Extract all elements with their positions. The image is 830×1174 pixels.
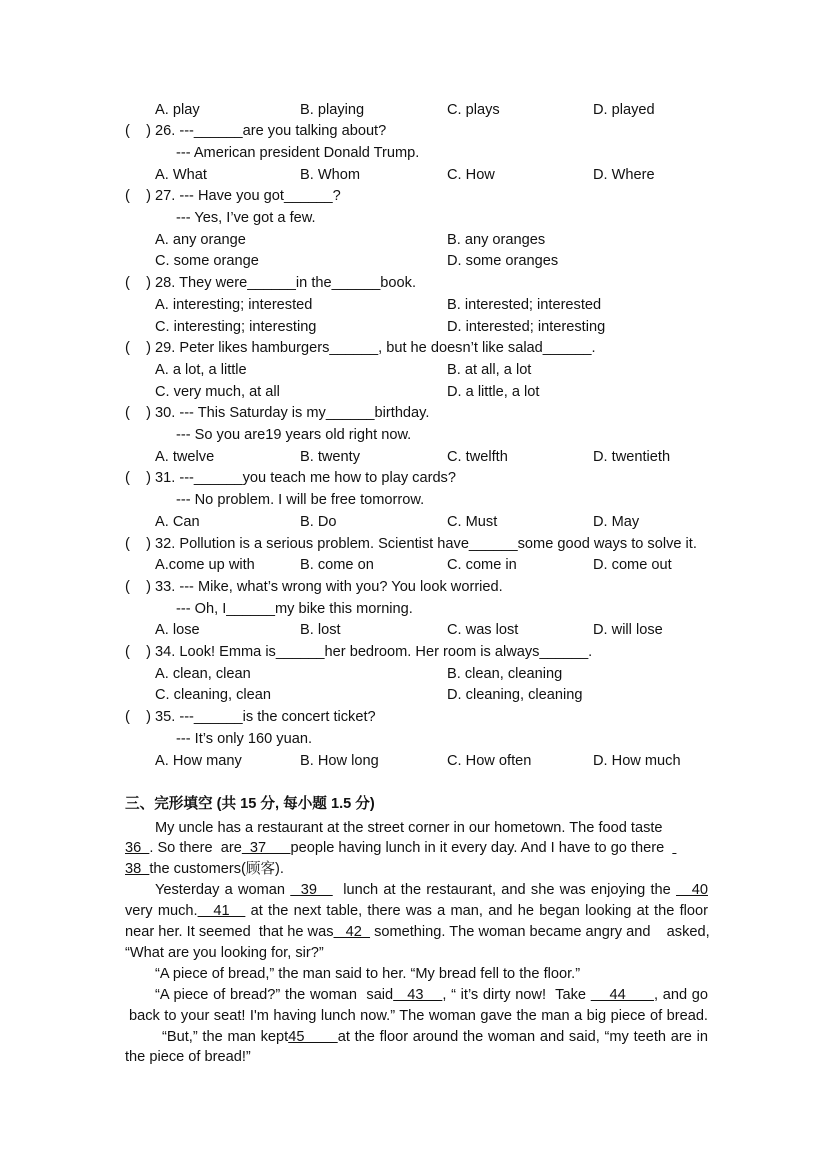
question-text: 29. Peter likes hamburgers______, but he doesn’t like salad______. xyxy=(155,340,596,357)
passage-text: My uncle has a restaurant at the street corner in our hometown. The food taste xyxy=(155,819,663,836)
option: A. lose xyxy=(155,622,200,639)
options-row xyxy=(0,555,830,576)
blank-37: 37 xyxy=(241,840,291,857)
option: C. plays xyxy=(447,101,500,118)
question-stem xyxy=(0,642,830,663)
passage-line xyxy=(125,922,708,943)
passage-line xyxy=(162,1027,708,1048)
answer-bracket: ( ) xyxy=(125,275,151,292)
option: B. come on xyxy=(300,557,374,574)
question-dialogue xyxy=(0,208,830,229)
option: B. lost xyxy=(300,622,341,639)
option: C. interesting; interesting xyxy=(155,318,317,335)
options-row xyxy=(0,382,830,403)
question-text: 33. --- Mike, what’s wrong with you? You look worried. xyxy=(155,578,503,595)
blank- xyxy=(672,840,676,856)
passage-line xyxy=(125,943,708,964)
options-row xyxy=(0,512,830,533)
answer-bracket: ( ) xyxy=(125,535,151,552)
question-text: 27. --- Have you got______? xyxy=(155,188,341,205)
option: D. twentieth xyxy=(593,448,671,465)
question-stem xyxy=(0,403,830,424)
options-row xyxy=(0,447,830,468)
option: A. What xyxy=(155,166,207,183)
blank-43: 43 xyxy=(393,986,443,1003)
dialogue-reply: --- No problem. I will be free tomorrow. xyxy=(176,492,425,509)
question-text: 35. ---______is the concert ticket? xyxy=(155,709,376,726)
blank-39: 39 xyxy=(290,882,333,899)
option: C. come in xyxy=(447,557,517,574)
passage-line xyxy=(125,859,708,880)
options-row xyxy=(0,317,830,338)
passage-text: , and go xyxy=(653,986,709,1003)
dialogue-reply: --- American president Donald Trump. xyxy=(176,144,420,161)
option: D. interested; interesting xyxy=(447,318,606,335)
question-stem xyxy=(0,338,830,359)
option: C. was lost xyxy=(447,622,519,639)
option: A. interesting; interested xyxy=(155,296,313,313)
answer-bracket: ( ) xyxy=(125,405,151,422)
options-row xyxy=(0,685,830,706)
passage-text: , “ it’s dirty now! Take xyxy=(442,986,591,1003)
answer-bracket: ( ) xyxy=(125,578,151,595)
question-stem xyxy=(0,186,830,207)
passage-text: people having lunch in it every day. And I have to go there xyxy=(290,840,673,857)
option: D. played xyxy=(593,101,655,118)
option: D. come out xyxy=(593,557,672,574)
option: B. twenty xyxy=(300,448,361,465)
question-dialogue xyxy=(0,143,830,164)
passage-text: near her. It seemed that he was xyxy=(125,924,334,940)
option: C. some orange xyxy=(155,253,259,270)
option: D. How much xyxy=(593,752,681,769)
option: A.come up with xyxy=(155,557,255,574)
question-stem xyxy=(0,707,830,728)
option: A. play xyxy=(155,101,200,118)
question-text: 26. ---______are you talking about? xyxy=(155,123,387,140)
option: B. How long xyxy=(300,752,379,769)
option: A. How many xyxy=(155,752,242,769)
passage-text: the customers(顾客). xyxy=(149,861,284,878)
question-dialogue xyxy=(0,729,830,750)
passage-text: at the next table, there was a man, and he began looking at the floor xyxy=(245,903,708,920)
options-row xyxy=(0,100,830,121)
option: B. Whom xyxy=(300,166,361,183)
option: C. How often xyxy=(447,752,532,769)
question-text: 30. --- This Saturday is my______birthday. xyxy=(155,405,430,422)
options-row xyxy=(0,360,830,381)
answer-bracket: ( ) xyxy=(125,709,151,726)
dialogue-reply: --- So you are19 years old right now. xyxy=(176,427,412,443)
blank-38: 38 xyxy=(125,861,150,878)
option: D. some oranges xyxy=(447,253,559,270)
option: A. twelve xyxy=(155,448,215,465)
question-dialogue xyxy=(0,599,830,620)
dialogue-reply: --- It’s only 160 yuan. xyxy=(176,730,313,747)
answer-bracket: ( ) xyxy=(125,123,151,140)
option: D. cleaning, cleaning xyxy=(447,687,583,704)
blank-42: 42 xyxy=(333,924,371,940)
option: D. will lose xyxy=(593,622,663,639)
passage-text: “A piece of bread,” the man said to her. “My bread fell to the floor.” xyxy=(155,965,581,982)
passage-text: “A piece of bread?” the woman said xyxy=(155,986,394,1003)
question-stem xyxy=(0,121,830,142)
blank-40: 40 xyxy=(676,882,708,899)
question-text: 28. They were______in the______book. xyxy=(155,275,417,292)
question-text: 32. Pollution is a serious problem. Scientist have______some good ways to solve it. xyxy=(155,535,697,552)
section-title: 三、完形填空 (共 15 分, 每小题 1.5 分) xyxy=(125,795,375,812)
options-row xyxy=(0,620,830,641)
question-dialogue xyxy=(0,425,830,446)
dialogue-reply: --- Yes, I’ve got a few. xyxy=(176,210,316,226)
options-row xyxy=(0,251,830,272)
answer-bracket: ( ) xyxy=(125,340,151,357)
blank-41: 41 xyxy=(197,903,246,920)
passage-line xyxy=(125,901,708,922)
options-row xyxy=(0,751,830,772)
passage-line xyxy=(129,1006,708,1027)
passage-line xyxy=(125,838,708,859)
option: C. How xyxy=(447,166,495,183)
question-stem xyxy=(0,534,830,555)
dialogue-reply: --- Oh, I______my bike this morning. xyxy=(176,600,413,617)
passage-line xyxy=(125,1047,708,1068)
option: B. at all, a lot xyxy=(447,361,532,378)
option: B. interested; interested xyxy=(447,296,602,313)
option: D. a little, a lot xyxy=(447,383,540,400)
question-dialogue xyxy=(0,490,830,511)
option: C. very much, at all xyxy=(155,383,280,400)
passage-text: very much. xyxy=(125,903,198,920)
options-row xyxy=(0,230,830,251)
passage-line xyxy=(155,964,708,985)
passage-text: back to your seat! I'm having lunch now.” The woman gave the man a big piece of bread. xyxy=(129,1007,708,1024)
option: C. twelfth xyxy=(447,448,508,465)
question-stem xyxy=(0,273,830,294)
question-text: 31. ---______you teach me how to play cards? xyxy=(155,470,456,487)
answer-bracket: ( ) xyxy=(125,188,151,205)
option: D. May xyxy=(593,513,640,530)
section-heading xyxy=(0,794,830,815)
option: A. clean, clean xyxy=(155,665,251,682)
option: C. cleaning, clean xyxy=(155,687,272,704)
option: B. playing xyxy=(300,101,365,118)
options-row xyxy=(0,165,830,186)
passage-text: lunch at the restaurant, and she was enjoying the xyxy=(332,882,677,899)
option: D. Where xyxy=(593,166,655,183)
passage-text: the piece of bread!” xyxy=(125,1049,251,1066)
question-text: 34. Look! Emma is______her bedroom. Her room is always______. xyxy=(155,644,593,660)
passage-line xyxy=(155,985,708,1006)
option: B. Do xyxy=(300,513,337,530)
passage-text: “What are you looking for, sir?” xyxy=(125,944,324,961)
option: B. any oranges xyxy=(447,231,546,248)
option: A. Can xyxy=(155,513,200,530)
passage-text: Yesterday a woman xyxy=(155,882,291,899)
blank-36: 36 xyxy=(125,840,150,857)
option: A. any orange xyxy=(155,231,246,248)
passage-text: something. The woman became angry and asked, xyxy=(370,924,710,940)
options-row xyxy=(0,664,830,685)
passage-line xyxy=(155,880,708,901)
passage-text: . So there are xyxy=(149,840,242,857)
passage-text: at the floor around the woman and said, “my teeth are in xyxy=(337,1028,708,1045)
blank-44: 44 xyxy=(590,986,654,1003)
answer-bracket: ( ) xyxy=(125,470,151,487)
passage-line xyxy=(155,818,708,839)
option: A. a lot, a little xyxy=(155,361,247,378)
passage-text: “But,” the man kept xyxy=(162,1028,289,1045)
option: C. Must xyxy=(447,513,498,530)
option: B. clean, cleaning xyxy=(447,665,563,682)
question-stem xyxy=(0,577,830,598)
question-stem xyxy=(0,468,830,489)
options-row xyxy=(0,295,830,316)
answer-bracket: ( ) xyxy=(125,644,151,660)
blank-45: 45 xyxy=(288,1028,338,1045)
